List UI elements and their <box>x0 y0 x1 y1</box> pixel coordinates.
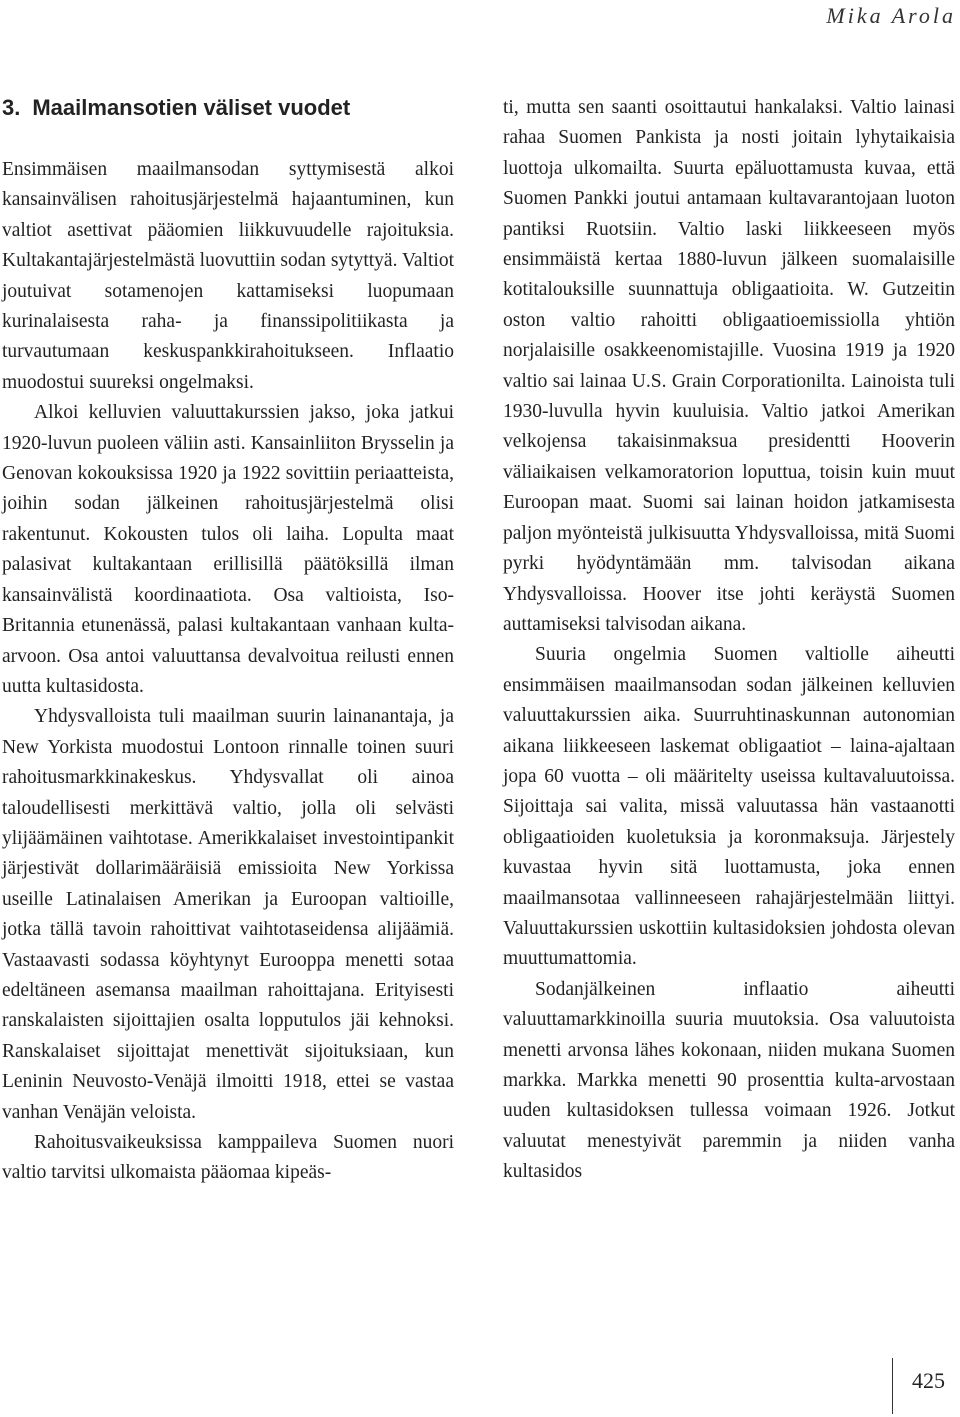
paragraph: Suuria ongelmia Suomen valtiolle aiheutti ensimmäisen maailmansodan sodan jälkeinen kelluvien valuuttakurssien aika. Suurruhtinaskunnan autonomian aikana liikkeeseen laskemat obligaatiot – laina-ajaltaan jopa 60 vuotta – oli määritelty useissa kultavaluutoissa. Sijoittaja sai valita, missä valuutassa hän vastaanotti obligaatioiden kuoletuksia ja koronmaksuja. Järjestely kuvastaa hyvin sitä luottamusta, joka ennen maailmansotaa vallinneeseen rahajärjestelmään liittyi. Valuuttakurssien uskottiin kultasidoksien johdosta olevan muuttumattomia. <box>503 644 955 970</box>
paragraph: Alkoi kelluvien valuuttakurssien jakso, joka jatkui 1920-luvun puoleen väliin asti. Kansainliiton Brysselin ja Genovan kokouksissa 1920 ja 1922 sovittiin periaatteista, joihin sodan jälkeinen rahoitusjärjestelmä olisi rakentunut. Kokousten tulos oli laiha. Lopulta maat palasivat kultakantaan erillisillä päätöksillä ilman kansainvälistä koordinaatiota. Osa valtioista, Iso-Britannia etunenässä, palasi kultakantaan vanhaan kulta-arvoon. Osa antoi valuuttansa devalvoitua reilusti ennen uutta kultasidosta. <box>2 402 454 697</box>
section-title: Maailmansotien väliset vuodet <box>32 95 351 120</box>
running-head-author: Mika Arola <box>826 3 956 28</box>
section-heading <box>2 93 454 123</box>
paragraph: Yhdysvalloista tuli maailman suurin lainanantaja, ja New Yorkista muodostui Lontoon rinnalle toinen suuri rahoitusmarkkinakeskus. Yhdysvallat oli ainoa taloudellisesti merkittävä valtio, jolla oli selvästi ylijäämäinen vaihtotase. Amerikkalaiset investointipankit järjestivät dollarimääräisiä emissioita New Yorkissa useille Latinalaisen Amerikan ja Euroopan valtioille, jotka tällä tavoin rahoittivat vaihtotaseidensa alijäämiä. Vastaavasti sodassa köyhtynyt Eurooppa menetti sotaa edeltäneen asemansa maailman rahoittajana. Erityisesti ranskalaisten sijoittajien osalta lopputulos jäi kehnoksi. Ranskalaiset sijoittajat menettivät sijoituksiaan, kun Leninin Neuvosto-Venäjä ilmoitti 1918, ettei se vastaa vanhan Venäjän veloista. <box>2 706 454 1123</box>
paragraph: Rahoitusvaikeuksissa kamppaileva Suomen nuori valtio tarvitsi ulkomaista pääomaa kipeäs- <box>2 1132 454 1184</box>
paragraph: ti, mutta sen saanti osoittautui hankalaksi. Valtio lainasi rahaa Suomen Pankista ja nosti joitain lyhytaikaisia luottoja ulkomailta. Suurta epäluottamusta kuvaa, että Suomen Pankki joutui antamaan kultavarantojaan luoton pantiksi Ruotsiin. Valtio laski liikkeeseen myös ensimmäistä kertaa 1880-luvun jälkeen suomalaisille kotitalouksille suunnattuja obligaatioita. W. Gutzeitin oston valtio rahoitti obligaatioemissiolla yhtiön norjalaisille osakkeenomistajille. Vuosina 1919 ja 1920 valtio sai lainaa U.S. Grain Corporationilta. Lainoista tuli 1930-luvulla hyvin kuuluisia. Valtio jatkoi Amerikan velkojensa takaisinmaksua presidentti Hooverin väliaikaisen velkamoratorion loputtua, toisin kuin muut Euroopan maat. Suomi sai lainan hoidon jatkamisesta paljon myönteistä julkisuutta Yhdysvalloissa, mitä Suomi pyrki hyödyntämään mm. talvisodan aikana Yhdysvalloissa. Hoover itse johti keräystä Suomen auttamiseksi talvisodan aikana. <box>503 97 955 635</box>
page-number-rule <box>892 1358 893 1414</box>
page-number: 425 <box>912 1368 945 1393</box>
paragraph: Ensimmäisen maailmansodan syttymisestä alkoi kansainvälisen rahoitusjärjestelmä hajaantuminen, kun valtiot asettivat pääomien liikkuvuudelle rajoituksia. Kultakantajärjestelmästä luovuttiin sodan sytyttyä. Valtiot joutuivat sotamenojen kattamiseksi luopumaan kurinalaisesta raha- ja finanssipolitiikasta ja turvautumaan keskuspankkirahoitukseen. Inflaatio muodostui suureksi ongelmaksi. <box>2 159 454 393</box>
paragraph: Sodanjälkeinen inflaatio aiheutti valuuttamarkkinoilla suuria muutoksia. Osa valuutoista menetti arvonsa lähes kokonaan, niiden mukana Suomen markka. Markka menetti 90 prosenttia kulta-arvostaan uuden kultasidoksen tullessa voimaan 1926. Jotkut valuutat menestyivät paremmin ja niiden vanha kultasidos <box>503 978 955 1183</box>
left-column <box>2 93 454 1189</box>
section-number: 3. <box>2 95 21 120</box>
right-column <box>503 93 955 1188</box>
